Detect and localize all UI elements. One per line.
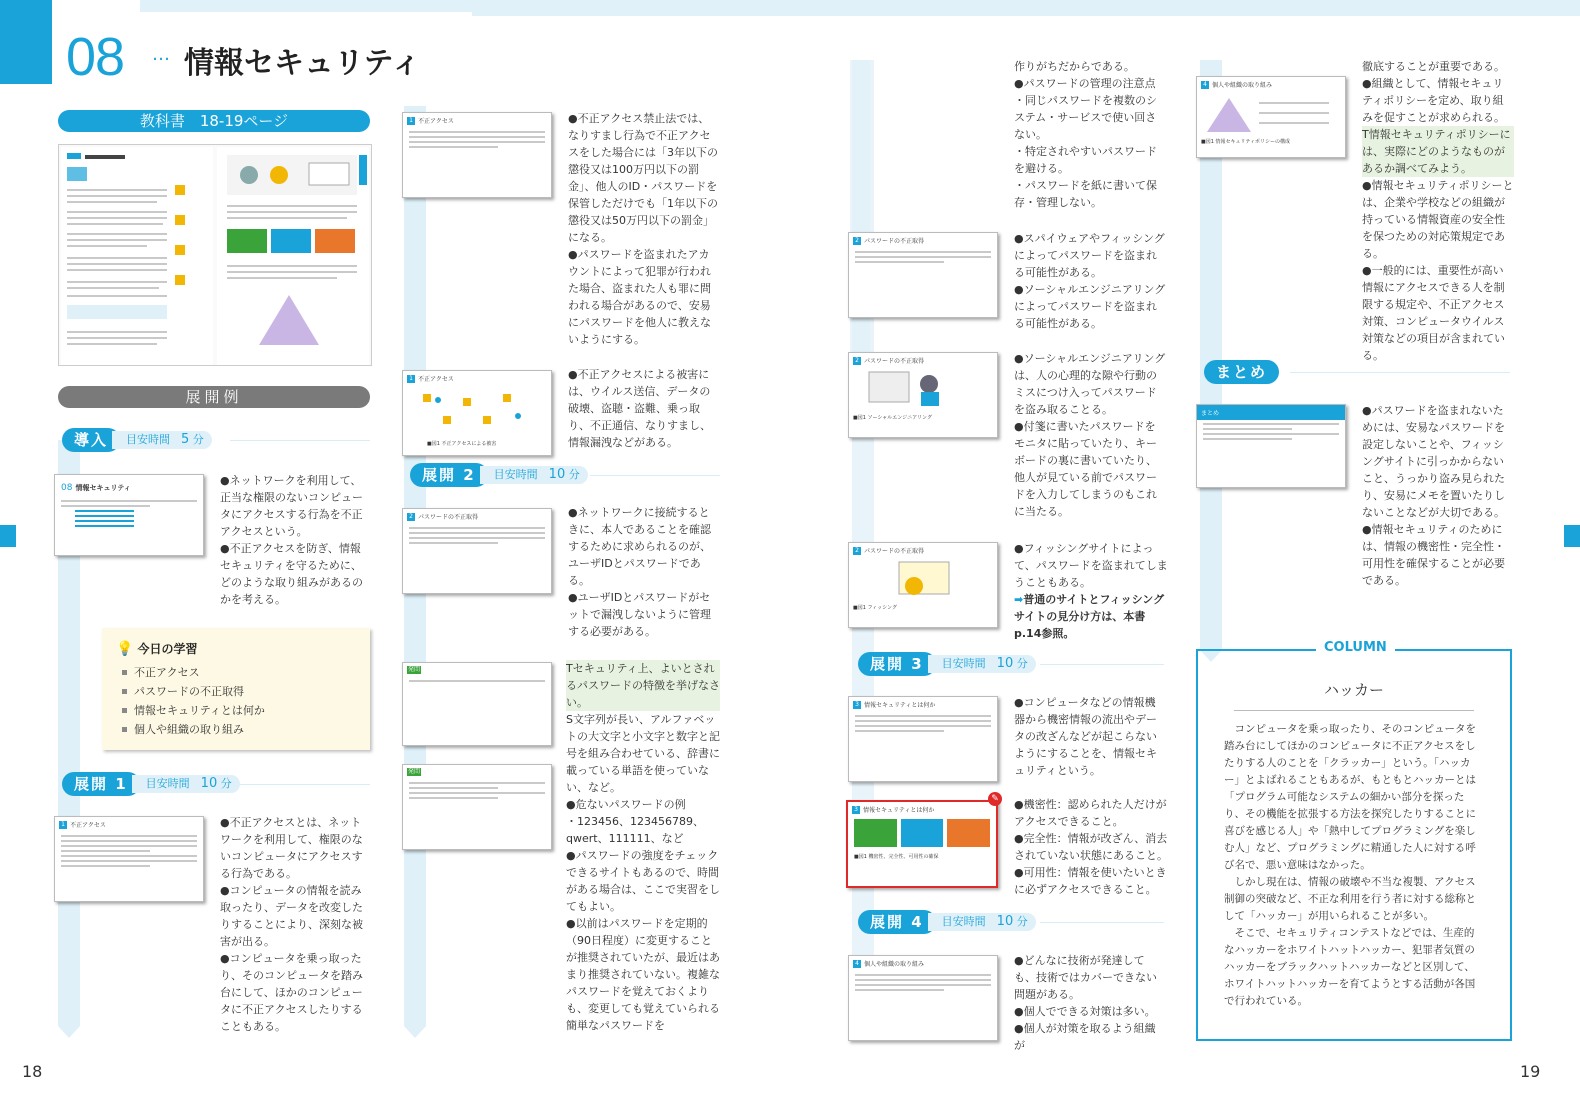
password-management-text: 作りがちだからである。 ●パスワードの管理の注意点 ・同じパスワードを複数のシステム・サービスで使い回さない。 ・特定されやすいパスワードを避ける。 ・パスワードを紙に書いて保存・管理しない。: [1014, 60, 1157, 209]
spyware-text: ●スパイウェアやフィッシングによってパスワードを盗まれる可能性がある。 ●ソーシャルエンジニアリングによってパスワードを盗まれる可能性がある。: [1014, 232, 1166, 330]
arrow-icon: ➡: [1014, 593, 1024, 606]
slide-thumbnail: 08 情報セキュリティ: [54, 474, 204, 556]
column-title: ハッカー: [1323, 681, 1384, 699]
slide-thumbnail: 1 不正アクセス ■図1 不正アクセスによる被害: [402, 370, 552, 456]
slide-thumbnail-highlighted: 3 情報セキュリティとは何か ■図1 機密性、完全性、可用性の確保: [846, 800, 998, 888]
column-body: コンピュータを乗っ取ったり、そのコンピュータを踏み台にしてほかのコンピュータに不正アクセスをしたりする人のことを「クラッカー」という。「ハッカー」とよばれることもあるが、もともとハッカーとは「プログラム可能なシステムの細かい部分を探ったり、その機能を拡張する方法を探究したりすることに喜びを感じる人」や「熱中してプログラミングを楽しむ人」など、プログラミングに精通した人に対する呼び名で、悪い意味はなかった。 しかし現在は、情報の破壊や不当な複製、アクセス制御の突破など、不正な利用を行う者に対する総称として「ハッカー」が用いられることが多い。 そこで、セキュリティコンテストなどでは、生産的なハッカーをホワイトハットハッカー、犯罪者気質のハッカーをブラックハットハッカーなどと区別して、ホワイトハットハッカーを育てようとする活動が各国で行われている。: [1224, 723, 1476, 1007]
slide-thumbnail: 2 パスワードの不正取得: [402, 508, 552, 594]
bulb-icon: 💡: [116, 640, 134, 657]
learning-item: 不正アクセス: [116, 663, 356, 682]
slide-thumbnail: 3 情報セキュリティとは何か: [848, 696, 998, 782]
dev3-text: ●コンピュータなどの情報機器から機密情報の流出やデータの改ざんなどが起こらないようにすることを、情報セキュリティという。: [1014, 696, 1157, 777]
slide-thumbnail: 2 パスワードの不正取得 ■図1 フィッシング: [848, 542, 998, 628]
damage-text: ●不正アクセスによる被害には、ウイルス送信、データの破壊、盗聴・盗難、乗っ取り、不正通信、なりすまし、情報漏洩などがある。: [568, 368, 711, 449]
page-number-left: 18: [22, 1062, 43, 1081]
slide-thumbnail: 4 個人や組織の取り組み: [848, 955, 998, 1041]
dev2-text: ●ネットワークに接続するときに、本人であることを確認するために求められるのが、ユーザIDとパスワードである。 ●ユーザIDとパスワードがセットで漏洩しないように管理する必要がある。: [568, 506, 711, 638]
page-number-right: 19: [1520, 1062, 1541, 1081]
section-rule: [240, 784, 370, 785]
chapter-dots: …: [152, 44, 172, 65]
slide-thumbnail: 1 不正アクセス: [54, 816, 204, 902]
dev1-text: ●不正アクセスとは、ネットワークを利用して、権限のないコンピュータにアクセスする行為である。 ●コンピュータの情報を読み取ったり、データを改変したりすることにより、深刻な被害が出る。 ●コンピュータを乗っ取ったり、そのコンピュータを踏み台にして、ほかのコンピュータに不正アクセスしたりすることもある。: [220, 816, 363, 1033]
todays-learning-title: 今日の学習: [137, 642, 198, 656]
policy-text: 徹底することが重要である。 ●組織として、情報セキュリティポリシーを定め、取り組みを促すことが求められる。 T情報セキュリティポリシーには、実際にどのようなものがあるか調べてみよう。 ●情報セキュリティポリシーとは、企業や学校などの組織が持っている情報資産の安全性を保つための対応策規定である。 ●一般的には、重要性が高い情報にアクセスできる人を制限する規定や、不正アクセス対策、コンピュータウイルス対策などの項目が含まれている。: [1362, 60, 1514, 362]
cia-text: ●機密性：認められた人だけがアクセスできること。 ●完全性：情報が改ざん、消去されていない状態にあること。 ●可用性：情報を使いたいときに必ずアクセスできること。: [1014, 798, 1168, 896]
chapter-tab: [0, 0, 52, 84]
column-rule: [1234, 710, 1474, 711]
column-label: COLUMN: [1316, 640, 1395, 655]
chapter-number: 08: [66, 27, 125, 87]
slide-thumbnail: 4 個人や組織の取り組み ■図1 情報セキュリティポリシーの構成: [1196, 76, 1346, 158]
chapter-title: 情報セキュリティ: [184, 46, 421, 81]
section-rule: [1040, 664, 1164, 665]
learning-item: 個人や組織の取り組み: [116, 720, 356, 739]
side-tab-right: [1564, 525, 1580, 547]
textbook-spread-thumbnail: [58, 144, 372, 366]
learning-item: パスワードの不正取得: [116, 682, 356, 701]
section-rule: [590, 475, 720, 476]
section-intro: [62, 428, 212, 452]
phishing-illustration: [849, 558, 998, 600]
section-dev4: 展開 4 目安時間 10 分: [858, 910, 1036, 934]
dev4-text: ●どんなに技術が発達しても、技術ではカバーできない問題がある。 ●個人でできる対策は多い。 ●個人が対策を取るよう組織が: [1014, 954, 1157, 1052]
textbook-pages-pill: 教科書 18-19ページ: [58, 110, 370, 132]
slide-thumbnail: 発問: [402, 662, 552, 746]
section-rule: [230, 440, 370, 441]
section-dev1: 展開 1 目安時間 10 分: [62, 772, 240, 796]
section-dev3: 展開 3 目安時間 10 分: [858, 652, 1036, 676]
social-engineering-text: ●ソーシャルエンジニアリングは、人の心理的な隙や行動のミスにつけ入ってパスワードを盗み取ることる。 ●付箋に書いたパスワードをモニタに貼っていたり、キーボードの裏に書いていたり、他人が見ている前でパスワードを入力してしまうのもこれに当たる。: [1014, 352, 1166, 518]
intro-text: ●ネットワークを利用して、正当な権限のないコンピュータにアクセスする行為を不正アクセスという。 ●不正アクセスを防ぎ、情報セキュリティを守るために、どのような取り組みがあるのかを考える。: [220, 474, 363, 606]
damage-illustration: [403, 386, 552, 436]
textbook-spread-image: [59, 145, 373, 367]
section-rule: [1040, 922, 1164, 923]
section-time: 目安時間 5 分: [112, 431, 212, 449]
section-label: 導入: [62, 428, 120, 452]
unauthorized-access-law-text: ●不正アクセス禁止法では、なりすまし行為で不正アクセスをした場合には「3年以下の懲役又は100万円以下の罰金」、他人のID・パスワードを保管しただけでも「1年以下の懲役又は50万円以下の罰金」になる。 ●パスワードを盗まれたアカウントによって犯罪が行われた場合、盗まれた人も罪に問われる場合があるので、安易にパスワードを他人に教えないようにする。: [568, 112, 718, 346]
teacher-question: Tセキュリティ上、よいとされるパスワードの特徴を挙げなさい。 S文字列が長い、アルファベットの大文字と小文字と数字と記号を組み合わせている、辞書に載っている単語を使っていない、など。 ●危ないパスワードの例 ・123456、123456789、qwert、111111、など ●パスワードの強度をチェックできるサイトもあるので、時間がある場合は、ここで実習をしてもよい。 ●以前はパスワードを定期的（90日程度）に変更することが推奨されていたが、最近はあまり推奨されていない。複雑なパスワードを覚えておくよりも、変更しても覚えていられる簡単なパスワードを: [566, 662, 720, 1032]
slide-thumbnail: 発問: [402, 764, 552, 850]
social-engineering-illustration: [849, 368, 998, 410]
section-summary: まとめ: [1204, 360, 1279, 384]
pencil-icon: ✎: [988, 792, 1002, 806]
section-rule: [1290, 372, 1510, 373]
section-dev2: 展開 2 目安時間 10 分: [410, 463, 588, 487]
todays-learning-box: [102, 628, 370, 750]
slide-thumbnail: 2 パスワードの不正取得: [848, 232, 998, 318]
slide-thumbnail: 1 不正アクセス: [402, 112, 552, 198]
slide-thumbnail: 2 パスワードの不正取得 ■図1 ソーシャルエンジニアリング: [848, 352, 998, 438]
summary-text: ●パスワードを盗まれないためには、安易なパスワードを設定しないことや、フィッシングサイトに引っかからないこと、うっかり盗み見られたり、安易にメモを置いたりしないことなどが大切である。 ●情報セキュリティのためには、情報の機密性・完全性・可用性を確保することが必要である。: [1362, 404, 1505, 587]
phishing-text: ●フィッシングサイトによって、パスワードを盗まれてしまうこともある。 ➡普通のサイトとフィッシングサイトの見分け方は、本書p.14参照。: [1014, 542, 1168, 640]
development-example-pill: 展開例: [58, 386, 370, 408]
policy-pyramid-illustration: [1197, 92, 1346, 134]
side-tab-left: [0, 525, 16, 547]
learning-item: 情報セキュリティとは何か: [116, 701, 356, 720]
slide-thumbnail: まとめ: [1196, 404, 1346, 488]
column-box: [1196, 649, 1512, 1041]
